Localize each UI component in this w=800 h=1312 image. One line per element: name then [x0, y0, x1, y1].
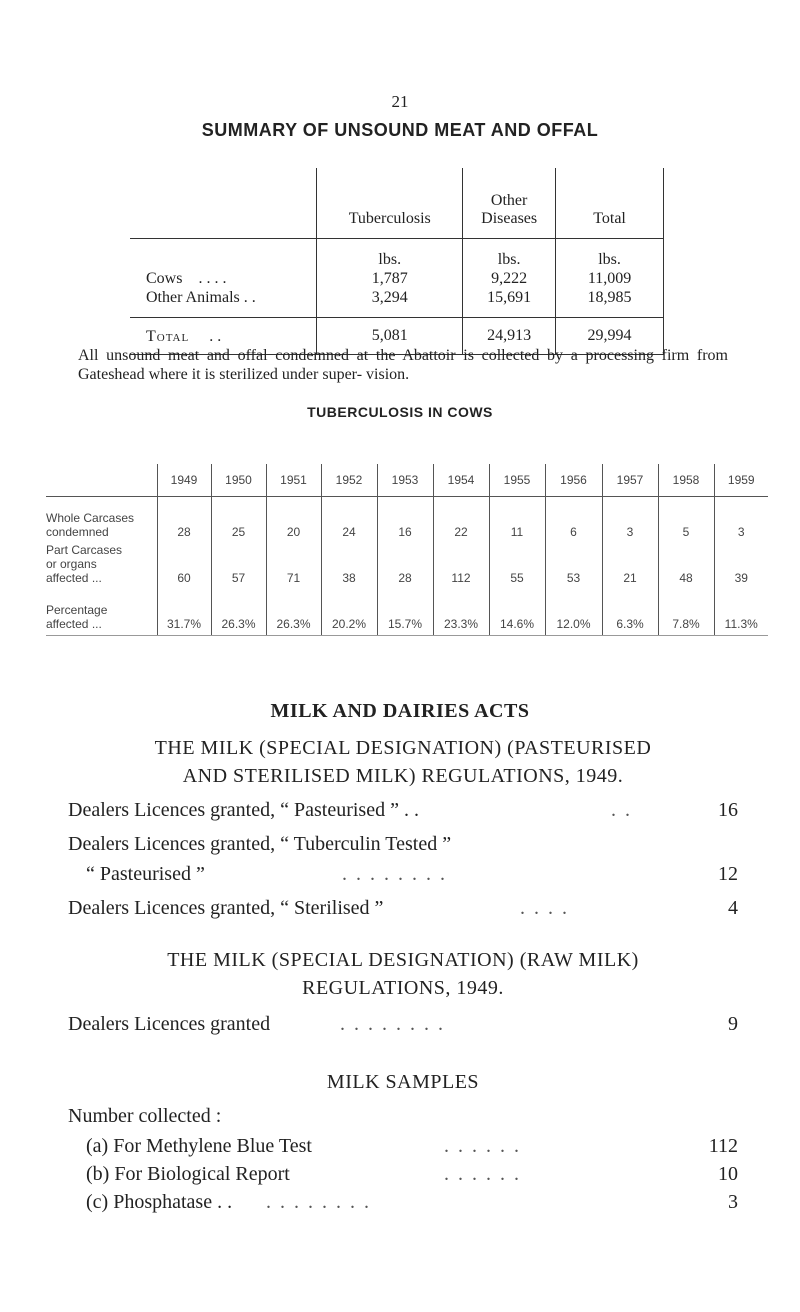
summary-row-label-other-animals: Other Animals . .: [146, 288, 256, 306]
summary-value: 15,691: [487, 288, 532, 306]
collection-note: All unsound meat and offal condemned at the Abattoir is collected by a processing firm from Gateshead where it is sterilized under super- vision.: [78, 347, 728, 383]
summary-row-label-cows: Cows . . . .: [146, 269, 227, 287]
summary-col-tuberculosis: [317, 239, 463, 318]
tb-value-cell: 26.3%: [211, 589, 266, 636]
tb-year-header: 1949: [157, 464, 211, 497]
tb-value-cell: 14.6%: [489, 589, 545, 636]
summary-col-total: [556, 239, 664, 318]
summary-total-value: 29,994: [556, 318, 664, 355]
summary-total-value: 24,913: [463, 318, 556, 355]
summary-header-tuberculosis: Tuberculosis: [317, 168, 463, 239]
tb-row-part-carcases: [46, 543, 768, 589]
reg1-title-line: THE MILK (SPECIAL DESIGNATION) (PASTEURISED: [154, 737, 652, 759]
summary-total-value: 5,081: [317, 318, 463, 355]
licence-count: 12: [718, 863, 738, 885]
tb-year-header: 1955: [489, 464, 545, 497]
milk-samples-title: MILK SAMPLES: [326, 1071, 480, 1093]
tb-value-cell: 3: [602, 497, 658, 544]
tb-row-percentage: [46, 589, 768, 636]
tb-value-cell: 39: [714, 543, 768, 589]
licence-count: 16: [718, 799, 738, 821]
summary-total-label: Total . .: [130, 318, 317, 355]
summary-value: 3,294: [371, 288, 408, 306]
summary-row-labels: [130, 239, 317, 318]
reg2-title-line: THE MILK (SPECIAL DESIGNATION) (RAW MILK): [167, 949, 639, 971]
summary-body-row: [130, 239, 664, 318]
reg1-item-pasteurised: Dealers Licences granted, “ Pasteurised ” . . . . 16: [68, 796, 738, 824]
tb-value-cell: 16: [377, 497, 433, 544]
tb-year-header: 1957: [602, 464, 658, 497]
licence-count: 4: [728, 897, 738, 919]
tb-cows-table: [46, 464, 768, 636]
reg2-item-raw-milk: Dealers Licences granted . . . . . . . . 9: [68, 1010, 738, 1038]
summary-header-other-diseases: [463, 168, 556, 239]
reg1-item-tuberculin-tested: Dealers Licences granted, “ Tuberculin Tested ”: [68, 833, 452, 855]
summary-value: 11,009: [587, 269, 632, 287]
samples-intro: Number collected :: [68, 1105, 222, 1127]
tb-year-header: 1954: [433, 464, 489, 497]
tb-value-cell: 11: [489, 497, 545, 544]
tb-value-cell: 12.0%: [545, 589, 602, 636]
summary-col-other-diseases: [463, 239, 556, 318]
summary-header-other-diseases-line: Other: [490, 192, 528, 209]
tb-value-cell: 71: [266, 543, 321, 589]
summary-title: SUMMARY OF UNSOUND MEAT AND OFFAL: [201, 120, 599, 140]
tb-year-header: 1951: [266, 464, 321, 497]
tb-year-header: 1958: [658, 464, 714, 497]
summary-table: [130, 168, 664, 355]
tb-value-cell: 23.3%: [433, 589, 489, 636]
reg2-title-line: REGULATIONS, 1949.: [302, 977, 504, 999]
tb-year-header: 1956: [545, 464, 602, 497]
tb-value-cell: 11.3%: [714, 589, 768, 636]
tb-value-cell: 53: [545, 543, 602, 589]
sample-count: 10: [718, 1163, 738, 1185]
unit-label: lbs.: [598, 250, 621, 268]
tb-value-cell: 26.3%: [266, 589, 321, 636]
summary-header-total: Total: [556, 168, 664, 239]
tb-value-cell: 21: [602, 543, 658, 589]
tb-value-cell: 28: [377, 543, 433, 589]
tb-value-cell: 55: [489, 543, 545, 589]
summary-header-other-diseases-line: Diseases: [481, 210, 538, 227]
tb-value-cell: 7.8%: [658, 589, 714, 636]
summary-value: 1,787: [371, 269, 408, 287]
tb-value-cell: 28: [157, 497, 211, 544]
unit-label: lbs.: [378, 250, 402, 268]
tb-year-header: 1952: [321, 464, 377, 497]
tb-value-cell: 24: [321, 497, 377, 544]
reg1-item-sterilised: Dealers Licences granted, “ Sterilised ” . . . . 4: [68, 894, 738, 922]
summary-value: 18,985: [587, 288, 632, 306]
tb-row-label: Part Carcases or organs affected ...: [46, 543, 123, 585]
tb-header-row: [46, 464, 768, 497]
tb-row-whole-carcases: [46, 497, 768, 544]
tb-row-label: Whole Carcases condemned: [46, 511, 135, 539]
tb-value-cell: 38: [321, 543, 377, 589]
sample-count: 112: [708, 1135, 738, 1157]
unit-label: lbs.: [497, 250, 521, 268]
tb-value-cell: 6.3%: [602, 589, 658, 636]
tb-header-blank: [46, 464, 157, 497]
summary-header-blank: [130, 168, 317, 239]
tb-value-cell: 112: [433, 543, 489, 589]
tb-value-cell: 57: [211, 543, 266, 589]
sample-biological-report: (b) For Biological Report . . . . . . 10: [86, 1160, 738, 1188]
tb-value-cell: 25: [211, 497, 266, 544]
tb-value-cell: 20: [266, 497, 321, 544]
reg1-item-tt-pasteurised: “ Pasteurised ” . . . . . . . . 12: [86, 860, 738, 888]
sample-methylene-blue: (a) For Methylene Blue Test . . . . . . 112: [86, 1132, 738, 1160]
reg1-title-line: AND STERILISED MILK) REGULATIONS, 1949.: [182, 765, 624, 787]
tb-value-cell: 3: [714, 497, 768, 544]
tb-year-header: 1950: [211, 464, 266, 497]
tb-value-cell: 60: [157, 543, 211, 589]
sample-count: 3: [728, 1191, 738, 1213]
tb-value-cell: 5: [658, 497, 714, 544]
tb-cows-title: TUBERCULOSIS IN COWS: [307, 404, 493, 420]
tb-value-cell: 22: [433, 497, 489, 544]
summary-value: 9,222: [491, 269, 528, 287]
licence-count: 9: [728, 1013, 738, 1035]
tb-year-header: 1959: [714, 464, 768, 497]
tb-value-cell: 15.7%: [377, 589, 433, 636]
summary-header-row: [130, 168, 664, 239]
tb-value-cell: 6: [545, 497, 602, 544]
tb-value-cell: 31.7%: [157, 589, 211, 636]
tb-year-header: 1953: [377, 464, 433, 497]
milk-dairies-heading: MILK AND DAIRIES ACTS: [270, 700, 530, 722]
sample-phosphatase: (c) Phosphatase . . . . . . . . . . 3: [86, 1188, 738, 1216]
page-number: 21: [391, 92, 409, 111]
tb-value-cell: 48: [658, 543, 714, 589]
tb-row-label: Percentage affected ...: [46, 589, 157, 636]
tb-value-cell: 20.2%: [321, 589, 377, 636]
